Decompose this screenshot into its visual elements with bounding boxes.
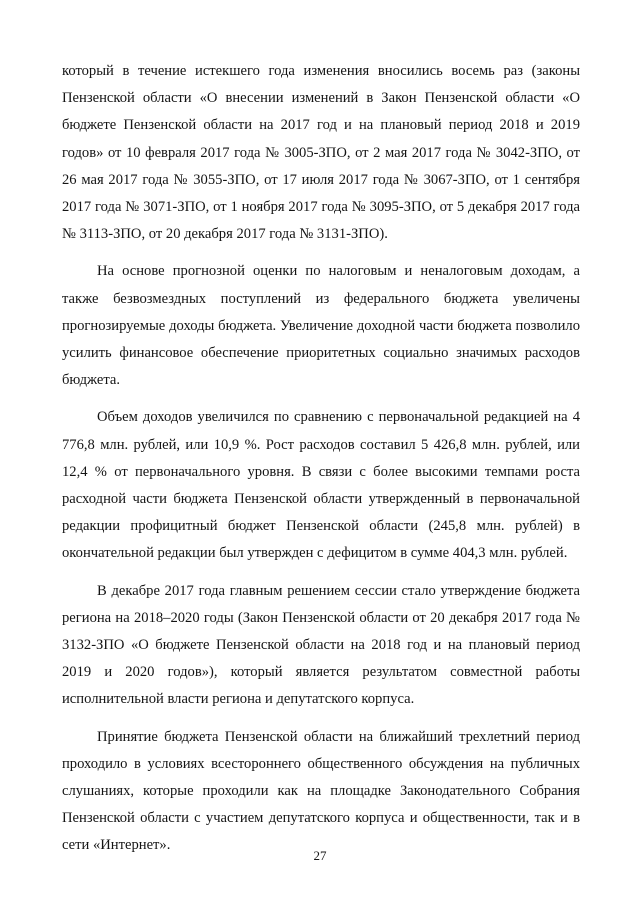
page-number: 27	[313, 848, 327, 863]
paragraph-revenue-growth: Объем доходов увеличился по сравнению с первоначальной редакцией на 4 776,8 млн. рублей, или 10,9 %. Рост расходов составил 5 426,8 млн. рублей, или 12,4 % от первоначального уровня. В связи с более высокими темпами роста расходной части бюджета Пензенской области утвержденный в первоначальной редакции профицитный бюджет Пензенской области (245,8 млн. рублей) в окончательной редакции был утвержден с дефицитом в сумме 404,3 млн. рублей.	[62, 409, 580, 562]
document-body	[62, 58, 580, 860]
paragraph-revenue-forecast: На основе прогнозной оценки по налоговым и неналоговым доходам, а также безвозмездных поступлений из федерального бюджета увеличены прогнозируемые доходы бюджета. Увеличение доходной части бюджета позволило усилить финансовое обеспечение приоритетных социально значимых расходов бюджета.	[62, 263, 580, 389]
paragraph-december-session: В декабре 2017 года главным решением сессии стало утверждение бюджета региона на 2018–2020 годы (Закон Пензенской области от 20 декабря 2017 года № 3132-ЗПО «О бюджете Пензенской области на 2018 год и на плановый период 2019 и 2020 годов»), который является результатом совместной работы исполнительной власти региона и депутатского корпуса.	[62, 582, 580, 708]
paragraph-continuation-amendments: который в течение истекшего года изменения вносились восемь раз (законы Пензенской области «О внесении изменений в Закон Пензенской области «О бюджете Пензенской области на 2017 год и на плановый период 2018 и 2019 годов» от 10 февраля 2017 года № 3005-ЗПО, от 2 мая 2017 года № 3042-ЗПО, от 26 мая 2017 года № 3055-ЗПО, от 17 июля 2017 года № 3067-ЗПО, от 1 сентября 2017 года № 3071-ЗПО, от 1 ноября 2017 года № 3095-ЗПО, от 5 декабря 2017 года № 3113-ЗПО, от 20 декабря 2017 года № 3131-ЗПО).	[62, 63, 580, 243]
paragraph-public-hearings: Принятие бюджета Пензенской области на ближайший трехлетний период проходило в условиях всестороннего общественного обсуждения на публичных слушаниях, которые проходили как на площадке Законодательного Собрания Пензенской области с участием депутатского корпуса и общественности, так и в сети «Интернет».	[62, 728, 580, 854]
